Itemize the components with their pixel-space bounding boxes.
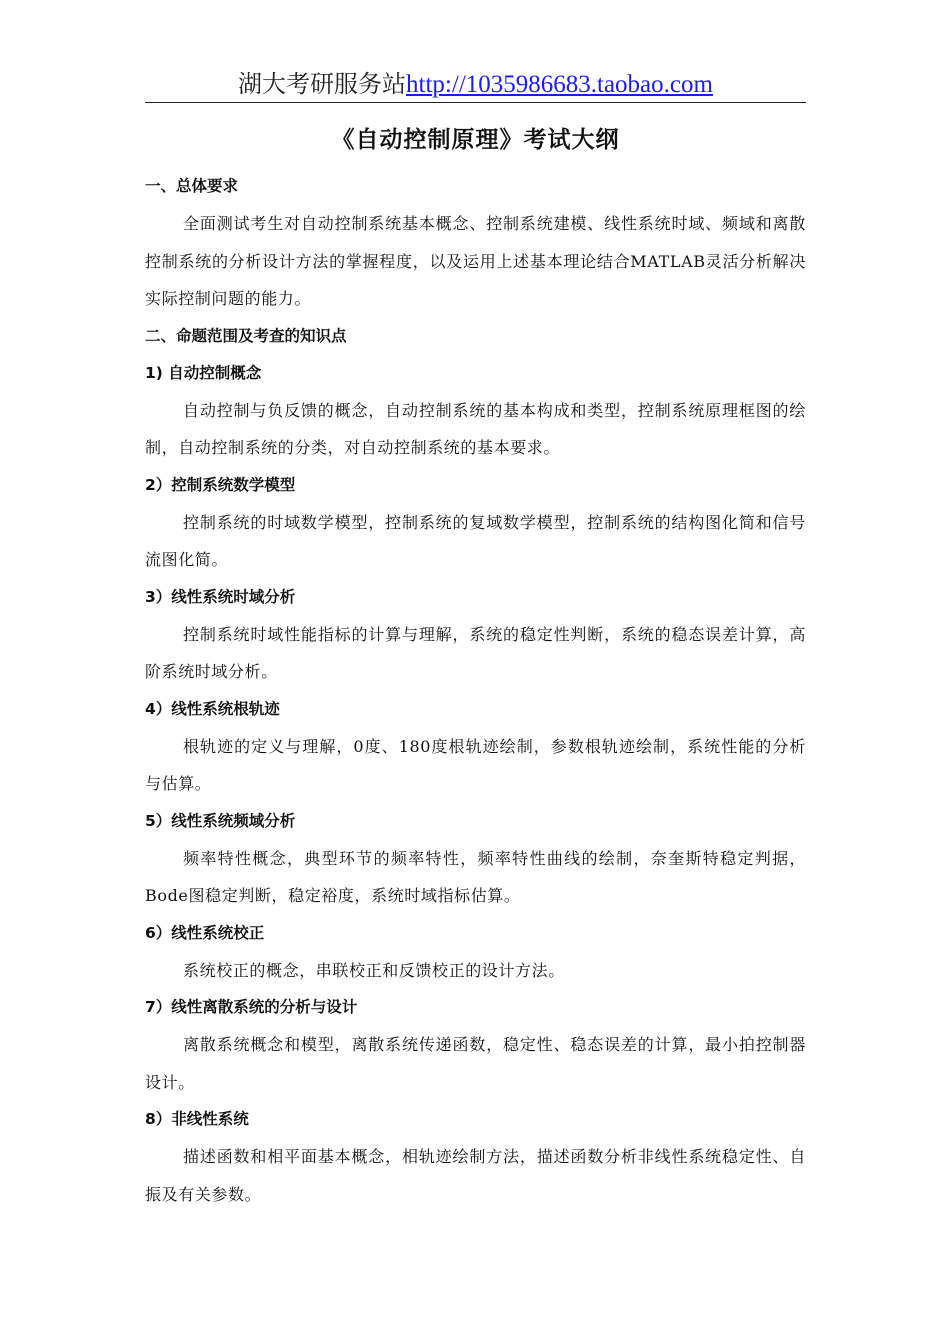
page-header [145, 66, 806, 102]
topic-text-7: 离散系统概念和模型，离散系统传递函数，稳定性、稳态误差的计算，最小拍控制器设计。 [145, 1035, 806, 1092]
topic-heading-5: 5）线性系统频域分析 [145, 811, 296, 830]
section-text-general-requirements: 全面测试考生对自动控制系统基本概念、控制系统建模、线性系统时域、频域和离散控制系统的分析设计方法的掌握程度，以及运用上述基本理论结合MATLAB灵活分析解决实际控制问题的能力。 [145, 214, 806, 308]
document-body [145, 168, 806, 1213]
taobao-link[interactable]: http://1035986683.taobao.com [406, 71, 713, 98]
section-heading-scope: 二、命题范围及考查的知识点 [145, 326, 347, 345]
document-title: 《自动控制原理》考试大纲 [331, 127, 620, 153]
topic-text-1: 自动控制与负反馈的概念，自动控制系统的基本构成和类型，控制系统原理框图的绘制，自动控制系统的分类，对自动控制系统的基本要求。 [145, 400, 806, 457]
topic-heading-7: 7）线性离散系统的分析与设计 [145, 998, 358, 1016]
topic-heading-6: 6）线性系统校正 [145, 923, 265, 942]
topic-text-8: 描述函数和相平面基本概念，相轨迹绘制方法，描述函数分析非线性系统稳定性、自振及有关参数。 [145, 1147, 806, 1204]
topic-text-6: 系统校正的概念，串联校正和反馈校正的设计方法。 [183, 960, 565, 980]
header-divider [145, 102, 806, 103]
section-heading-general-requirements: 一、总体要求 [145, 177, 239, 195]
topic-heading-2: 2）控制系统数学模型 [145, 475, 296, 494]
topic-heading-1: 1) 自动控制概念 [145, 363, 262, 382]
topic-text-2: 控制系统的时域数学模型，控制系统的复域数学模型，控制系统的结构图化简和信号流图化简。 [145, 512, 806, 569]
site-name: 湖大考研服务站 [238, 70, 407, 98]
topic-heading-3: 3）线性系统时域分析 [145, 587, 296, 606]
topic-text-5: 频率特性概念，典型环节的频率特性，频率特性曲线的绘制，奈奎斯特稳定判据，Bode图稳定判断，稳定裕度，系统时域指标估算。 [145, 848, 806, 905]
topic-heading-8: 8）非线性系统 [145, 1110, 249, 1128]
topic-heading-4: 4）线性系统根轨迹 [145, 699, 280, 718]
topic-text-3: 控制系统时域性能指标的计算与理解，系统的稳定性判断，系统的稳态误差计算，高阶系统时域分析。 [145, 624, 806, 681]
topic-text-4: 根轨迹的定义与理解，0度、180度根轨迹绘制，参数根轨迹绘制，系统性能的分析与估算。 [145, 736, 806, 793]
